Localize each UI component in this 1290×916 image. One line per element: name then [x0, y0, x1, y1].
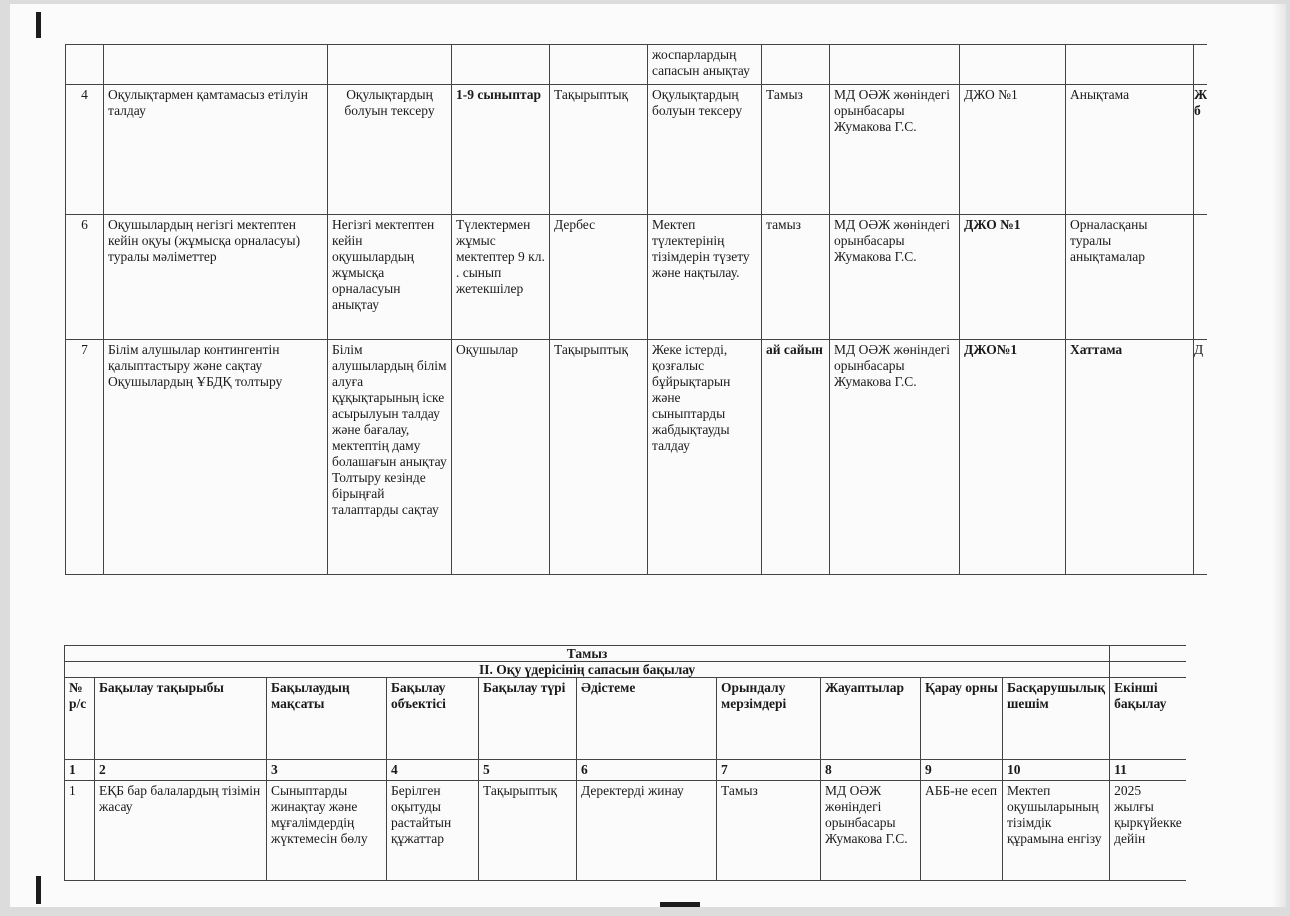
table-row [66, 340, 1208, 575]
col-header-method: Әдістеме [577, 678, 717, 760]
cell-object: Берілген оқытуды растайтын құжаттар [387, 781, 479, 881]
number-row [65, 760, 1186, 781]
cell-overflow: Ж б [1194, 85, 1208, 215]
col-number: 4 [387, 760, 479, 781]
cell-deadline: ай сайын [762, 340, 830, 575]
cell-topic: ЕҚБ бар балалардың тізімін жасау [95, 781, 267, 881]
col-header-goal: Бақылаудың мақсаты [267, 678, 387, 760]
col-number: 3 [267, 760, 387, 781]
table-row-partial [66, 45, 1208, 85]
cell-method: жоспарлардың сапасын анықтау [648, 45, 762, 85]
col-header-object: Бақылау объектісі [387, 678, 479, 760]
scan-edge-mark [660, 902, 700, 907]
cell-method: Деректерді жинау [577, 781, 717, 881]
col-header-type: Бақылау түрі [479, 678, 577, 760]
cell-deadline: Тамыз [762, 85, 830, 215]
header-row [65, 678, 1186, 760]
cell-deadline: Тамыз [717, 781, 821, 881]
col-number: 11 [1110, 760, 1186, 781]
cell-decision: Хаттама [1066, 340, 1194, 575]
cell-place: ДЖО№1 [960, 340, 1066, 575]
cell-decision: Мектеп оқушыларының тізімдік құрамына енгізу [1003, 781, 1110, 881]
section-row [65, 662, 1186, 678]
month-title: Тамыз [65, 646, 1110, 662]
cell-type: Тақырыптық [550, 85, 648, 215]
cell-topic: Оқушылардың негізгі мектептен кейін оқуы (жұмысқа орналасуы) туралы мәліметтер [104, 215, 328, 340]
cell-place: ДЖО №1 [960, 215, 1066, 340]
cell-place: ДЖО №1 [960, 85, 1066, 215]
cell-type: Тақырыптық [550, 340, 648, 575]
cell-responsible: МД ОӘЖ жөніндегі орынбасары Жумакова Г.С. [830, 215, 960, 340]
col-number: 2 [95, 760, 267, 781]
col-header-decision: Басқарушылық шешім [1003, 678, 1110, 760]
cell-goal: Оқулықтардың болуын тексеру [328, 85, 452, 215]
table-row [66, 215, 1208, 340]
cell-goal: Сыныптарды жинақтау және мұғалімдердің жүктемесін бөлу [267, 781, 387, 881]
cell-deadline: тамыз [762, 215, 830, 340]
cell-type: Дербес [550, 215, 648, 340]
col-number: 6 [577, 760, 717, 781]
cell-method: Жеке істерді, қозғалыс бұйрықтарын және сыныптарды жабдықтауды талдау [648, 340, 762, 575]
cell-num: 4 [66, 85, 104, 215]
cell-object: Оқушылар [452, 340, 550, 575]
col-header-topic: Бақылау тақырыбы [95, 678, 267, 760]
cell-decision: Анықтама [1066, 85, 1194, 215]
cell-type: Тақырыптық [479, 781, 577, 881]
cell-overflow: Д [1194, 340, 1208, 575]
cell-responsible: МД ОӘЖ жөніндегі орынбасары Жумакова Г.С. [821, 781, 921, 881]
col-number: 1 [65, 760, 95, 781]
cell-num: 7 [66, 340, 104, 575]
col-number: 9 [921, 760, 1003, 781]
table-row [65, 781, 1186, 881]
cell-topic: Білім алушылар контингентін қалыптастыру және сақтау Оқушылардың ҰБДҚ толтыру [104, 340, 328, 575]
col-header-deadline: Орындалу мерзімдері [717, 678, 821, 760]
cell-second: 2025 жылғы қыркүйекке дейін [1110, 781, 1186, 881]
col-header-second: Екінші бақылау [1110, 678, 1186, 760]
cell-method: Мектеп түлектерінің тізімдерін түзету және нақтылау. [648, 215, 762, 340]
col-number: 7 [717, 760, 821, 781]
cell-goal: Негізгі мектептен кейін оқушылардың жұмысқа орналасуын анықтау [328, 215, 452, 340]
cell-object: 1-9 сыныптар [452, 85, 550, 215]
table-row [66, 85, 1208, 215]
cell-decision: Орналасқаны туралы анықтамалар [1066, 215, 1194, 340]
scanned-page [10, 4, 1286, 907]
cell-num: 1 [65, 781, 95, 881]
cell-responsible: МД ОӘЖ жөніндегі орынбасары Жумакова Г.С. [830, 340, 960, 575]
col-number: 8 [821, 760, 921, 781]
plan-table-bottom [64, 645, 1186, 881]
col-number: 10 [1003, 760, 1110, 781]
cell-goal: Білім алушылардың білім алуға құқықтарының іске асырылуын талдау және бағалау, мектептің даму болашағын анықтау Толтыру кезінде бірыңғай талаптарды сақтау [328, 340, 452, 575]
cell-num: 6 [66, 215, 104, 340]
cell-place: АББ-не есеп [921, 781, 1003, 881]
col-header-responsible: Жауаптылар [821, 678, 921, 760]
plan-table-top [65, 44, 1207, 575]
col-header-place: Қарау орны [921, 678, 1003, 760]
scan-edge-mark [36, 12, 41, 38]
cell-method: Оқулықтардың болуын тексеру [648, 85, 762, 215]
cell-topic: Оқулықтармен қамтамасыз етілуін талдау [104, 85, 328, 215]
cell-responsible: МД ОӘЖ жөніндегі орынбасары Жумакова Г.С. [830, 85, 960, 215]
section-title: II. Оқу үдерісінің сапасын бақылау [65, 662, 1110, 678]
scan-edge-mark [36, 876, 41, 904]
cell-object: Түлектермен жұмыс мектептер 9 кл. . сынып жетекшілер [452, 215, 550, 340]
cell-overflow [1194, 215, 1208, 340]
col-number: 5 [479, 760, 577, 781]
month-row [65, 646, 1186, 662]
col-header-num: № р/с [65, 678, 95, 760]
